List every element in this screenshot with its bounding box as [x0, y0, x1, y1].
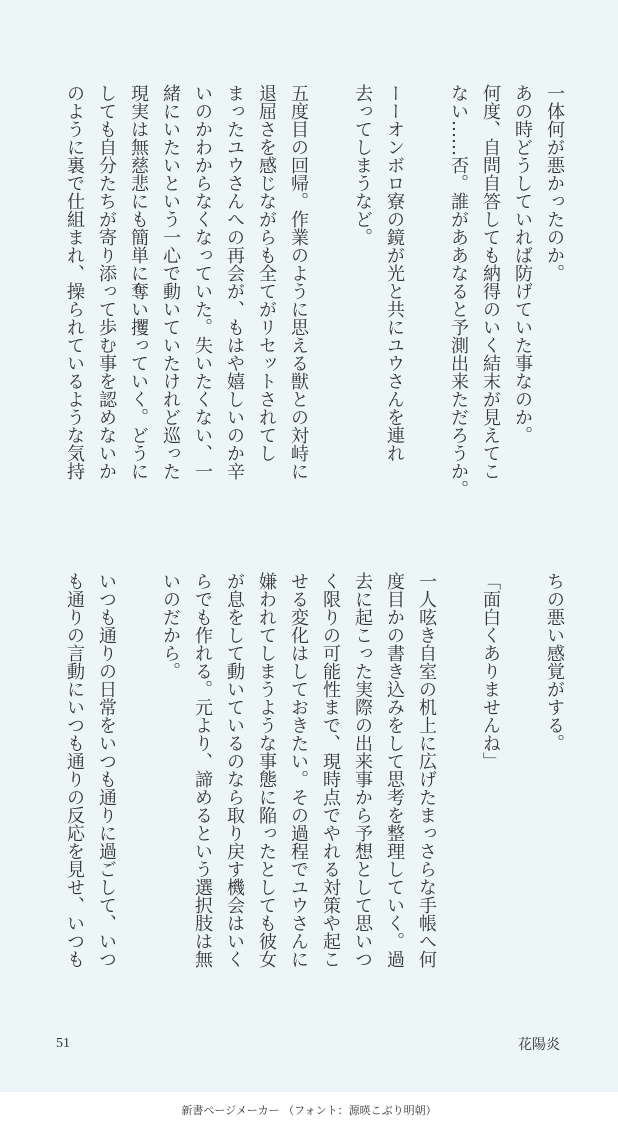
text-line: 去ってしまうなど。 — [352, 84, 373, 246]
text-line: 何度、自問自答しても納得のいく結末が見えてこ — [480, 84, 501, 480]
text-line: 退屈さを感じながらも全てがリセットされてし — [256, 84, 277, 462]
text-line: あの時どうしていれば防げていた事なのか。 — [512, 84, 533, 444]
text-line: らでも作れる。元より、諦めるという選択肢は無 — [192, 572, 213, 968]
text-line: 「面白くありませんね」 — [480, 572, 501, 770]
text-line: いのかわからなくなっていた。失いたくない、一 — [192, 84, 213, 480]
text-line: 一体何が悪かったのか。 — [544, 84, 565, 282]
blank-line — [506, 572, 538, 968]
footer-credit: 新書ページメーカー （フォント：源暎こぶり明朝） — [181, 1104, 437, 1117]
text-line: 嫌われてしまうような事態に陥ったとしても彼女 — [256, 572, 277, 968]
text-line: く限りの可能性まで、現時点でやれる対策や起こ — [320, 572, 341, 968]
page-number: 51 — [56, 1036, 70, 1051]
text-line: せる変化はしておきたい。その過程でユウさんに — [288, 572, 309, 968]
blank-line — [410, 84, 442, 498]
text-line: ない……否。誰がああなると予測出来ただろうか。 — [448, 84, 469, 498]
upper-text-block — [58, 84, 570, 498]
text-line: ちの悪い感覚がする。 — [544, 572, 565, 752]
blank-line — [314, 84, 346, 498]
lower-text-block — [58, 572, 570, 968]
text-line: 去に起こった実際の出来事から予想として思いつ — [352, 572, 373, 968]
text-line: いのだから。 — [160, 572, 181, 680]
text-line: が息をして動いているのなら取り戻す機会はいく — [224, 572, 245, 968]
blank-line — [442, 572, 474, 968]
text-line: まったユウさんへの再会が、もはや嬉しいのか辛 — [224, 84, 245, 480]
text-line: 五度目の回帰。作業のように思える獣との対峙に — [288, 84, 309, 480]
text-line: しても自分たちが寄り添って歩む事を認めないか — [96, 84, 117, 480]
text-line: 一人呟き自室の机上に広げたまっさらな手帳へ何 — [416, 572, 437, 968]
text-line: のように裏で仕組まれ、操られているような気持 — [64, 84, 85, 480]
text-line: ーーオンボロ寮の鏡が光と共にユウさんを連れ — [384, 84, 405, 462]
text-line: いつも通りの日常をいつも通りに過ごして、いつ — [96, 572, 117, 968]
text-line: も通りの言動にいつも通りの反応を見せ、いつも — [64, 572, 85, 968]
text-line: 現実は無慈悲にも簡単に奪い攫っていく。どうに — [128, 84, 149, 480]
blank-line — [122, 572, 154, 968]
author-name: 花陽炎 — [518, 1037, 560, 1053]
text-line: 度目かの書き込みをして思考を整理していく。過 — [384, 572, 405, 968]
text-line: 緒にいたいという一心で動いていたけれど巡った — [160, 84, 181, 480]
